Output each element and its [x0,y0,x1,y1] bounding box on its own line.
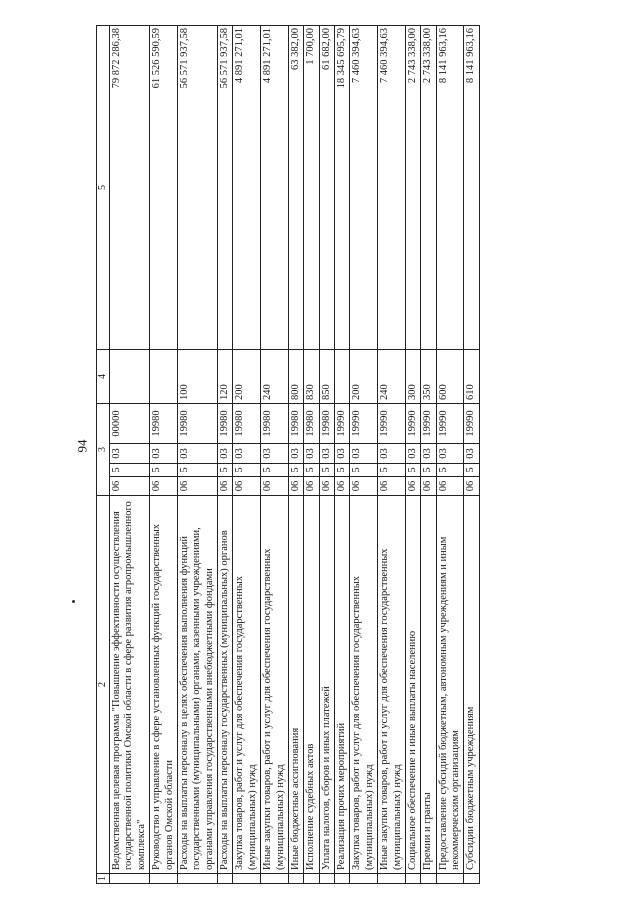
code-part-2: 5 [421,464,436,477]
row-spacer-cell [335,874,350,884]
code-part-4: 19980 [218,404,233,444]
table-row [110,26,150,884]
header-col-4: 4 [97,350,110,404]
row-name-cell: Реализация прочих мероприятий [335,496,350,874]
code-part-2: 5 [150,464,178,477]
code-part-1: 06 [288,477,303,496]
amount-cell: 7 460 394,63 [378,26,406,350]
row-spacer-cell [304,874,319,884]
code-part-3: 03 [150,444,178,464]
code-part-3: 03 [319,444,334,464]
code-part-1: 06 [110,477,150,496]
code-part-3: 03 [218,444,233,464]
code-part-3: 03 [464,444,479,464]
amount-cell: 8 141 963,16 [464,26,479,350]
code-part-4: 19980 [319,404,334,444]
kvr-cell: 350 [421,350,436,404]
table-row [177,26,217,884]
code-part-3: 03 [421,444,436,464]
code-part-2: 5 [304,464,319,477]
budget-table-frame [96,26,622,884]
code-part-4: 19980 [261,404,289,444]
code-part-4: 19980 [177,404,217,444]
table-row [288,26,303,884]
header-col-5: 5 [97,26,110,350]
code-part-2: 5 [177,464,217,477]
row-name-cell: Уплата налогов, сборов и иных платежей [319,496,334,874]
code-part-3: 03 [436,444,464,464]
code-part-1: 06 [304,477,319,496]
code-part-3: 03 [304,444,319,464]
table-row [378,26,406,884]
amount-cell: 1 700,00 [304,26,319,350]
row-name-cell: Предоставление субсидий бюджетным, автономным учреждениям и иным некоммерческим организациям [436,496,464,874]
kvr-cell: 300 [405,350,420,404]
code-part-2: 5 [335,464,350,477]
table-row [233,26,261,884]
row-spacer-cell [378,874,406,884]
row-spacer-cell [350,874,378,884]
row-name-cell: Премии и гранты [421,496,436,874]
budget-table [96,25,480,884]
amount-cell: 4 891 271,01 [261,26,289,350]
code-part-2: 5 [233,464,261,477]
code-part-4: 19990 [421,404,436,444]
kvr-cell [150,350,178,404]
row-spacer-cell [150,874,178,884]
code-part-3: 03 [177,444,217,464]
amount-cell: 79 872 286,38 [110,26,150,350]
code-part-1: 06 [335,477,350,496]
code-part-3: 03 [335,444,350,464]
code-part-4: 19990 [405,404,420,444]
row-spacer-cell [233,874,261,884]
code-part-2: 5 [110,464,150,477]
code-part-1: 06 [150,477,178,496]
amount-cell: 8 141 963,16 [436,26,464,350]
row-name-cell: Иные бюджетные ассигнования [288,496,303,874]
amount-cell: 2 743 338,00 [421,26,436,350]
header-col-2: 2 [97,496,110,874]
code-part-2: 5 [378,464,406,477]
row-name-cell: Расходы на выплаты персоналу в целях обеспечения выполнения функций государственными (муниципальными) органами, казенными учреждениями, органами управления государственными внебюджетными фондами [177,496,217,874]
table-row [261,26,289,884]
code-part-3: 03 [378,444,406,464]
kvr-cell: 600 [436,350,464,404]
kvr-cell: 100 [177,350,217,404]
code-part-4: 00000 [110,404,150,444]
code-part-4: 19990 [350,404,378,444]
amount-cell: 56 571 937,58 [218,26,233,350]
table-row [464,26,479,884]
scan-speck [72,600,75,603]
row-spacer-cell [319,874,334,884]
code-part-4: 19990 [335,404,350,444]
table-row [218,26,233,884]
code-part-1: 06 [421,477,436,496]
row-name-cell: Иные закупки товаров, работ и услуг для обеспечения государственных (муниципальных) нужд [378,496,406,874]
kvr-cell: 830 [304,350,319,404]
code-part-1: 06 [378,477,406,496]
table-row [436,26,464,884]
table-header [97,26,110,884]
table-row [350,26,378,884]
kvr-cell: 240 [378,350,406,404]
row-name-cell: Закупка товаров, работ и услуг для обеспечения государственных (муниципальных) нужд [350,496,378,874]
row-spacer-cell [464,874,479,884]
row-name-cell: Исполнение судебных актов [304,496,319,874]
code-part-1: 06 [233,477,261,496]
row-name-cell: Руководство и управление в сфере установленных функций государственных органов Омской области [150,496,178,874]
code-part-3: 03 [261,444,289,464]
row-spacer-cell [177,874,217,884]
row-name-cell: Расходы на выплаты персоналу государственных (муниципальных) органов [218,496,233,874]
page-number: 94 [74,439,90,453]
code-part-2: 5 [261,464,289,477]
code-part-3: 03 [233,444,261,464]
table-body [110,26,480,884]
code-part-4: 19990 [464,404,479,444]
code-part-3: 03 [110,444,150,464]
row-name-cell: Иные закупки товаров, работ и услуг для обеспечения государственных (муниципальных) нужд [261,496,289,874]
code-part-4: 19980 [233,404,261,444]
row-spacer-cell [421,874,436,884]
code-part-3: 03 [288,444,303,464]
code-part-2: 5 [350,464,378,477]
code-part-4: 19990 [378,404,406,444]
code-part-1: 06 [436,477,464,496]
code-part-2: 5 [218,464,233,477]
code-part-2: 5 [436,464,464,477]
table-row [421,26,436,884]
code-part-3: 03 [405,444,420,464]
kvr-cell: 200 [233,350,261,404]
table-row [150,26,178,884]
code-part-2: 5 [464,464,479,477]
code-part-3: 03 [350,444,378,464]
code-part-1: 06 [177,477,217,496]
rotated-table-container [96,26,622,884]
code-part-1: 06 [218,477,233,496]
code-part-4: 19980 [304,404,319,444]
amount-cell: 7 460 394,63 [350,26,378,350]
kvr-cell: 850 [319,350,334,404]
amount-cell: 4 891 271,01 [233,26,261,350]
kvr-cell [110,350,150,404]
table-row [335,26,350,884]
row-name-cell: Ведомственная целевая программа "Повышение эффективности осуществления государственной политики Омской области в сфере развития агропромышленного комплекса" [110,496,150,874]
code-part-4: 19990 [436,404,464,444]
code-part-2: 5 [319,464,334,477]
row-name-cell: Субсидии бюджетным учреждениям [464,496,479,874]
kvr-cell: 200 [350,350,378,404]
row-spacer-cell [436,874,464,884]
row-name-cell: Социальное обеспечение и иные выплаты населению [405,496,420,874]
code-part-4: 19980 [288,404,303,444]
code-part-1: 06 [405,477,420,496]
amount-cell: 61 526 590,59 [150,26,178,350]
table-row [405,26,420,884]
code-part-4: 19980 [150,404,178,444]
kvr-cell [335,350,350,404]
code-part-2: 5 [405,464,420,477]
amount-cell: 18 345 695,79 [335,26,350,350]
row-spacer-cell [405,874,420,884]
kvr-cell: 120 [218,350,233,404]
code-part-1: 06 [261,477,289,496]
row-name-cell: Закупка товаров, работ и услуг для обеспечения государственных (муниципальных) нужд [233,496,261,874]
header-col-3: 3 [97,404,110,496]
code-part-1: 06 [319,477,334,496]
amount-cell: 63 382,00 [288,26,303,350]
row-spacer-cell [110,874,150,884]
row-spacer-cell [288,874,303,884]
code-part-1: 06 [350,477,378,496]
amount-cell: 61 682,00 [319,26,334,350]
kvr-cell: 610 [464,350,479,404]
code-part-2: 5 [288,464,303,477]
kvr-cell: 240 [261,350,289,404]
row-spacer-cell [218,874,233,884]
table-row [319,26,334,884]
kvr-cell: 800 [288,350,303,404]
amount-cell: 2 743 338,00 [405,26,420,350]
table-row [304,26,319,884]
header-col-1: 1 [97,874,110,884]
row-spacer-cell [261,874,289,884]
amount-cell: 56 571 937,58 [177,26,217,350]
code-part-1: 06 [464,477,479,496]
